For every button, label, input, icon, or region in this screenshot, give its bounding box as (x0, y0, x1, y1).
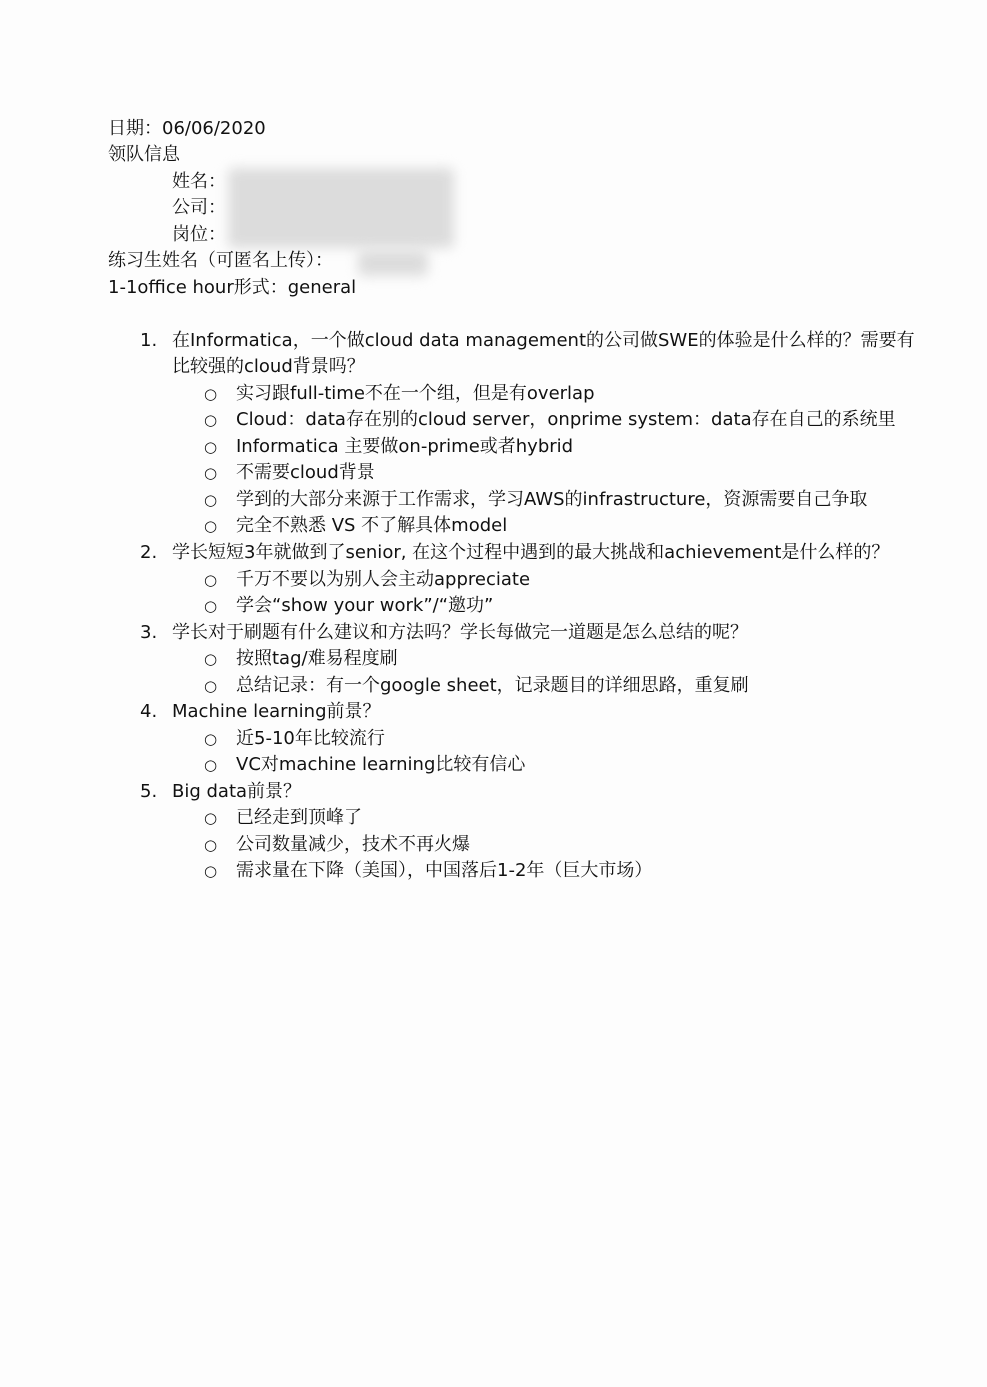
intern-name-label: 练习生姓名（可匿名上传）： (108, 250, 333, 271)
question-text: Big data前景？ (172, 781, 302, 802)
question-4 (140, 699, 381, 725)
bullet-marker: ○ (204, 650, 218, 668)
bullet-marker: ○ (204, 809, 218, 827)
redacted-intern-name (358, 250, 428, 276)
question-number: 3. (140, 622, 158, 643)
list-item: 完全不熟悉 VS 不了解具体model (236, 515, 508, 536)
question-text: Machine learning前景？ (172, 701, 381, 722)
bullet-marker: ○ (204, 836, 218, 854)
question-text: 在Informatica，一个做cloud data management的公司做SWE的体验是什么样的？需要有 (172, 330, 915, 351)
list-item: 学到的大部分来源于工作需求，学习AWS的infrastructure，资源需要自己争取 (236, 489, 868, 510)
question-number: 2. (140, 542, 158, 563)
list-item: 学会“show your work”/“邀功” (236, 595, 494, 616)
bullet-marker: ○ (204, 517, 218, 535)
bullet-marker: ○ (204, 411, 218, 429)
question-number: 5. (140, 781, 158, 802)
name-label: 姓名： (172, 171, 226, 192)
list-item: 实习跟full-time不在一个组，但是有overlap (236, 383, 595, 404)
position-label: 岗位： (172, 224, 226, 245)
bullet-marker: ○ (204, 677, 218, 695)
list-item: 公司数量减少，技术不再火爆 (236, 834, 470, 855)
list-item: Informatica 主要做on-prime或者hybrid (236, 436, 574, 457)
question-2 (140, 540, 889, 566)
bullet-marker: ○ (204, 730, 218, 748)
bullet-marker: ○ (204, 491, 218, 509)
company-label: 公司： (172, 197, 226, 218)
question-3 (140, 620, 748, 646)
bullet-marker: ○ (204, 385, 218, 403)
list-item: 按照tag/难易程度刷 (236, 648, 398, 669)
bullet-marker: ○ (204, 464, 218, 482)
team-info-heading: 领队信息 (108, 144, 180, 165)
question-text: 学长对于刷题有什么建议和方法吗？学长每做完一道题是怎么总结的呢？ (172, 622, 748, 643)
question-1-continuation: 比较强的cloud背景吗？ (172, 356, 365, 377)
list-item: 千万不要以为别人会主动appreciate (236, 569, 531, 590)
question-text: 学长短短3年就做到了senior, 在这个过程中遇到的最大挑战和achievement是什么样的？ (172, 542, 890, 563)
question-5 (140, 779, 301, 805)
list-item: 近5-10年比较流行 (236, 728, 385, 749)
list-item: 总结记录：有一个google sheet，记录题目的详细思路，重复刷 (236, 675, 749, 696)
redacted-leader-info (228, 168, 454, 248)
list-item: VC对machine learning比较有信心 (236, 754, 526, 775)
bullet-marker: ○ (204, 756, 218, 774)
bullet-marker: ○ (204, 438, 218, 456)
question-number: 4. (140, 701, 158, 722)
format-line: 1-1office hour形式：general (108, 277, 357, 298)
list-item: 需求量在下降（美国），中国落后1-2年（巨大市场） (236, 860, 653, 881)
bullet-marker: ○ (204, 597, 218, 615)
question-number: 1. (140, 330, 158, 351)
bullet-marker: ○ (204, 862, 218, 880)
date-line: 日期：06/06/2020 (108, 118, 266, 139)
question-1 (140, 328, 915, 354)
list-item: 不需要cloud背景 (236, 462, 375, 483)
list-item: Cloud：data存在别的cloud server，onprime system：data存在自己的系统里 (236, 409, 896, 430)
bullet-marker: ○ (204, 571, 218, 589)
list-item: 已经走到顶峰了 (236, 807, 362, 828)
